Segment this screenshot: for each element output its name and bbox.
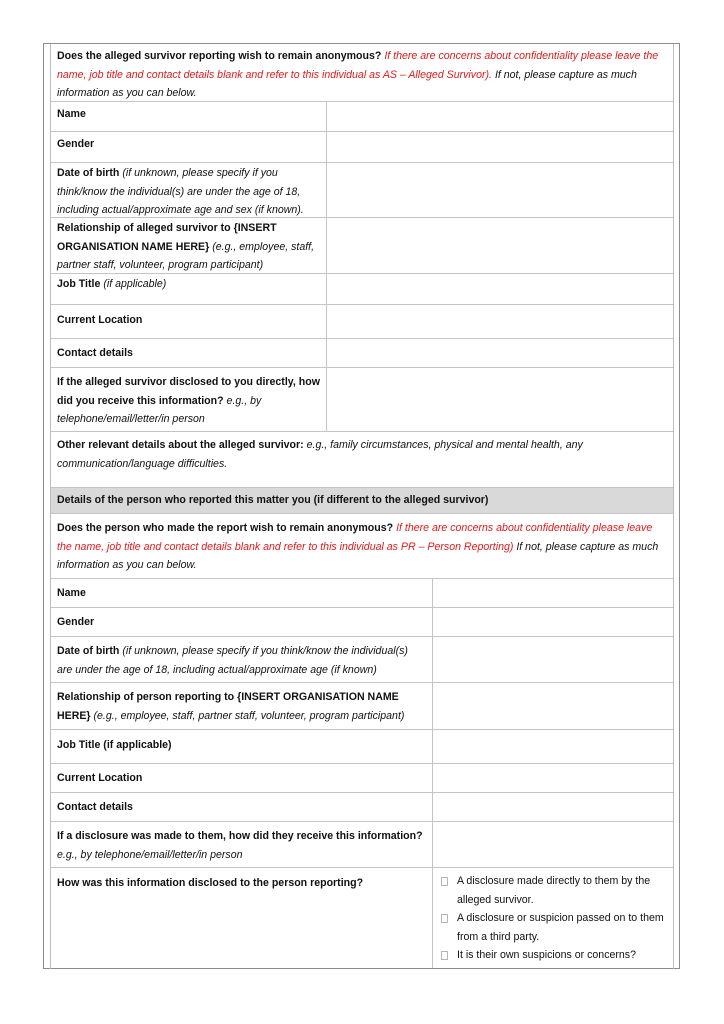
survivor-jobtitle-label — [51, 274, 327, 304]
reporter-relationship-label — [51, 683, 433, 729]
reporter-gender-label — [51, 608, 433, 636]
survivor-relationship-row — [51, 217, 673, 273]
reporter-gender-row — [51, 607, 673, 636]
survivor-disclosure-method-label — [51, 368, 327, 431]
survivor-dob-row — [51, 162, 673, 217]
label-text: If the alleged survivor disclosed to you directly, how did you receive this information? — [57, 376, 320, 407]
label-text: Gender — [57, 138, 95, 150]
survivor-anonymity-instruction: If there are concerns about confidentiality please leave the name, job title and contact details blank and refer to this individual as AS – Alleged Survivor). — [57, 50, 659, 81]
label-text: Relationship of person reporting to {INSERT ORGANISATION NAME HERE} — [57, 691, 399, 722]
checkbox-icon[interactable] — [441, 951, 448, 960]
survivor-dob-label — [51, 163, 327, 217]
disclosure-type-label — [51, 868, 433, 969]
label-text: Job Title — [57, 278, 101, 290]
reporter-relationship-field[interactable] — [433, 683, 673, 729]
reporter-section-title — [51, 488, 673, 513]
label-note: e.g., by telephone/email/letter/in person — [57, 848, 243, 861]
disclosure-type-options — [433, 868, 673, 969]
report-form-table — [50, 44, 674, 969]
survivor-name-row — [51, 101, 673, 131]
survivor-other-details-field[interactable] — [51, 432, 673, 487]
reporter-disclosure-method-label — [51, 822, 433, 867]
survivor-anonymity-tail: If not, please capture as much information as you can below. — [57, 68, 637, 100]
label-text: Relationship of alleged survivor to {INSERT ORGANISATION NAME HERE} — [57, 222, 277, 253]
disclosure-options-list — [437, 872, 667, 965]
survivor-location-row — [51, 304, 673, 338]
reporter-anonymity-row — [51, 513, 673, 578]
reporter-name-label — [51, 579, 433, 607]
option-label: A disclosure made directly to them by the alleged survivor. — [457, 875, 651, 906]
table-bottom-border — [51, 968, 673, 969]
survivor-anonymity-bold: Does the alleged survivor reporting wish to remain anonymous? — [57, 50, 382, 62]
disclosure-option-direct[interactable] — [437, 872, 667, 909]
disclosure-option-third-party[interactable] — [437, 909, 667, 946]
reporter-contact-field[interactable] — [433, 793, 673, 821]
label-note: (e.g., employee, staff, partner staff, volunteer, program participant) — [93, 709, 405, 722]
reporter-anonymity-bold: Does the person who made the report wish to remain anonymous? — [57, 522, 394, 534]
label-text: Name — [57, 108, 86, 120]
label-text: Date of birth — [57, 167, 120, 179]
survivor-name-field[interactable] — [327, 102, 673, 131]
label-text: Contact details — [57, 801, 133, 813]
label-note: (e.g., employee, staff, partner staff, volunteer, program participant) — [57, 240, 315, 272]
label-note: (if unknown, please specify if you think/know the individual(s) are under the age of 18, including actual/approximate age and sex (if known). — [57, 167, 304, 217]
reporter-location-field[interactable] — [433, 764, 673, 792]
label-text: Other relevant details about the alleged survivor: — [57, 439, 304, 451]
reporter-section-header — [51, 487, 673, 513]
reporter-location-row — [51, 763, 673, 792]
reporter-gender-field[interactable] — [433, 608, 673, 636]
label-text: Current Location — [57, 314, 143, 326]
reporter-disclosure-method-row — [51, 821, 673, 867]
survivor-gender-label — [51, 132, 327, 162]
reporter-anonymity-instruction: If there are concerns about confidentiality please leave the name, job title and contact details blank and refer to this individual as PR – Person Reporting) — [57, 522, 653, 553]
reporter-name-row — [51, 578, 673, 607]
reporter-jobtitle-field[interactable] — [433, 730, 673, 763]
survivor-other-details-row — [51, 431, 673, 487]
survivor-contact-field[interactable] — [327, 339, 673, 367]
label-note: e.g., by telephone/email/letter/in person — [57, 394, 262, 426]
survivor-anonymity-question — [51, 44, 673, 101]
disclosure-type-row — [51, 867, 673, 969]
survivor-relationship-label — [51, 218, 327, 273]
reporter-contact-label — [51, 793, 433, 821]
reporter-location-label — [51, 764, 433, 792]
survivor-jobtitle-row — [51, 273, 673, 304]
survivor-gender-row — [51, 131, 673, 162]
section-title-text: Details of the person who reported this matter you (if different to the alleged survivor) — [57, 494, 489, 506]
option-label: It is their own suspicions or concerns? — [457, 949, 636, 962]
survivor-dob-field[interactable] — [327, 163, 673, 217]
reporter-contact-row — [51, 792, 673, 821]
label-text: Contact details — [57, 347, 133, 359]
survivor-contact-label — [51, 339, 327, 367]
survivor-location-field[interactable] — [327, 305, 673, 338]
survivor-disclosure-method-row — [51, 367, 673, 431]
reporter-name-field[interactable] — [433, 579, 673, 607]
reporter-jobtitle-label — [51, 730, 433, 763]
label-text: How was this information disclosed to the person reporting? — [57, 877, 364, 889]
label-note: (if applicable) — [103, 278, 167, 290]
label-text: Current Location — [57, 772, 143, 784]
reporter-anonymity-question — [51, 514, 673, 578]
option-label: A disclosure or suspicion passed on to them from a third party. — [457, 912, 664, 943]
reporter-dob-field[interactable] — [433, 637, 673, 682]
reporter-dob-row — [51, 636, 673, 682]
label-text: If a disclosure was made to them, how did they receive this information? — [57, 830, 423, 842]
reporter-relationship-row — [51, 682, 673, 729]
checkbox-icon[interactable] — [441, 877, 448, 886]
survivor-contact-row — [51, 338, 673, 367]
checkbox-icon[interactable] — [441, 914, 448, 923]
survivor-jobtitle-field[interactable] — [327, 274, 673, 304]
label-text: Date of birth — [57, 645, 120, 657]
survivor-name-label — [51, 102, 327, 131]
survivor-gender-field[interactable] — [327, 132, 673, 162]
survivor-relationship-field[interactable] — [327, 218, 673, 273]
label-text: Name — [57, 587, 86, 599]
reporter-dob-label — [51, 637, 433, 682]
label-text: Job Title (if applicable) — [57, 739, 172, 751]
reporter-anonymity-tail: If not, please capture as much information as you can below. — [57, 540, 659, 572]
label-note: e.g., family circumstances, physical and mental health, any communication/language difficulties. — [57, 439, 583, 470]
survivor-anonymity-row — [51, 44, 673, 101]
label-note: (if unknown, please specify if you think/know the individual(s) are under the age of 18, including actual/approximate age (if known) — [57, 645, 408, 676]
reporter-disclosure-method-field[interactable] — [433, 822, 673, 867]
survivor-location-label — [51, 305, 327, 338]
label-text: Gender — [57, 616, 95, 628]
reporter-jobtitle-row — [51, 729, 673, 763]
survivor-disclosure-method-field[interactable] — [327, 368, 673, 431]
disclosure-option-own-suspicion[interactable] — [437, 946, 667, 965]
